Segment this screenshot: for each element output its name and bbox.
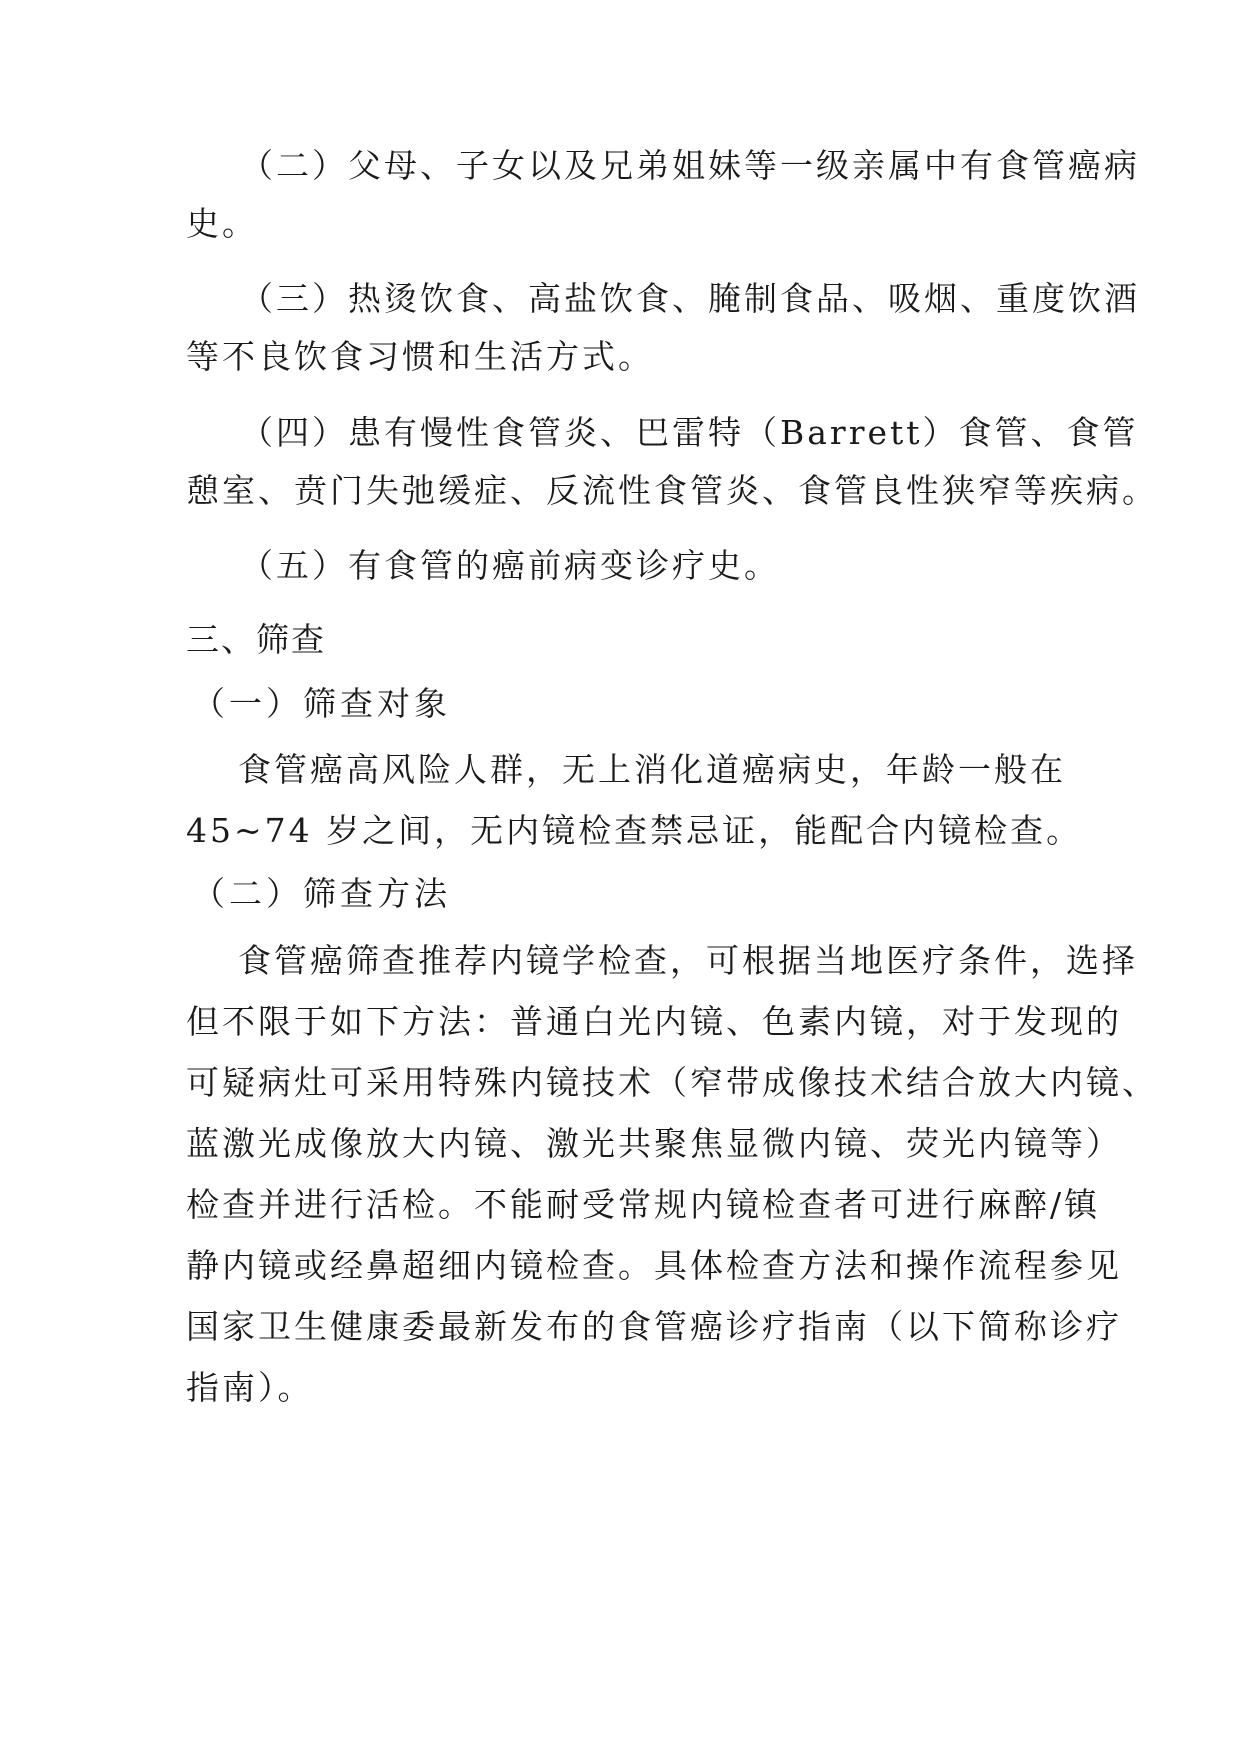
- paragraph-line: 食管癌高风险人群，无上消化道癌病史，年龄一般在: [238, 750, 1066, 789]
- paragraph-line: （五）有食管的癌前病变诊疗史。: [240, 546, 780, 585]
- paragraph-line: 等不良饮食习惯和生活方式。: [186, 337, 654, 376]
- paragraph-line: （四）患有慢性食管炎、巴雷特（Barrett）食管、食管: [240, 413, 1139, 452]
- paragraph-line: 食管癌筛查推荐内镜学检查，可根据当地医疗条件，选择: [238, 941, 1138, 980]
- paragraph-line: （二）父母、子女以及兄弟姐妹等一级亲属中有食管癌病: [240, 146, 1140, 185]
- paragraph-line: 静内镜或经鼻超细内镜检查。具体检查方法和操作流程参见: [186, 1246, 1122, 1285]
- paragraph-line: 史。: [186, 204, 258, 243]
- paragraph-line: 但不限于如下方法：普通白光内镜、色素内镜，对于发现的: [186, 1002, 1122, 1041]
- paragraph-line: 憩室、贲门失弛缓症、反流性食管炎、食管良性狭窄等疾病。: [186, 471, 1158, 510]
- paragraph-line: 可疑病灶可采用特殊内镜技术（窄带成像技术结合放大内镜、: [186, 1063, 1158, 1102]
- paragraph-line: 45~74 岁之间，无内镜检查禁忌证，能配合内镜检查。: [186, 811, 1083, 850]
- paragraph-line: 蓝激光成像放大内镜、激光共聚焦显微内镜、荧光内镜等）: [186, 1124, 1122, 1163]
- paragraph-line: （三）热烫饮食、高盐饮食、腌制食品、吸烟、重度饮酒: [240, 279, 1140, 318]
- paragraph-line: 国家卫生健康委最新发布的食管癌诊疗指南（以下简称诊疗: [186, 1307, 1122, 1346]
- paragraph-line: 指南）。: [186, 1368, 314, 1407]
- subsection-heading: （二）筛查方法: [192, 874, 451, 913]
- paragraph-line: 检查并进行活检。不能耐受常规内镜检查者可进行麻醉/镇: [186, 1185, 1101, 1224]
- subsection-heading: （一）筛查对象: [192, 684, 451, 723]
- section-heading: 三、筛查: [186, 620, 326, 659]
